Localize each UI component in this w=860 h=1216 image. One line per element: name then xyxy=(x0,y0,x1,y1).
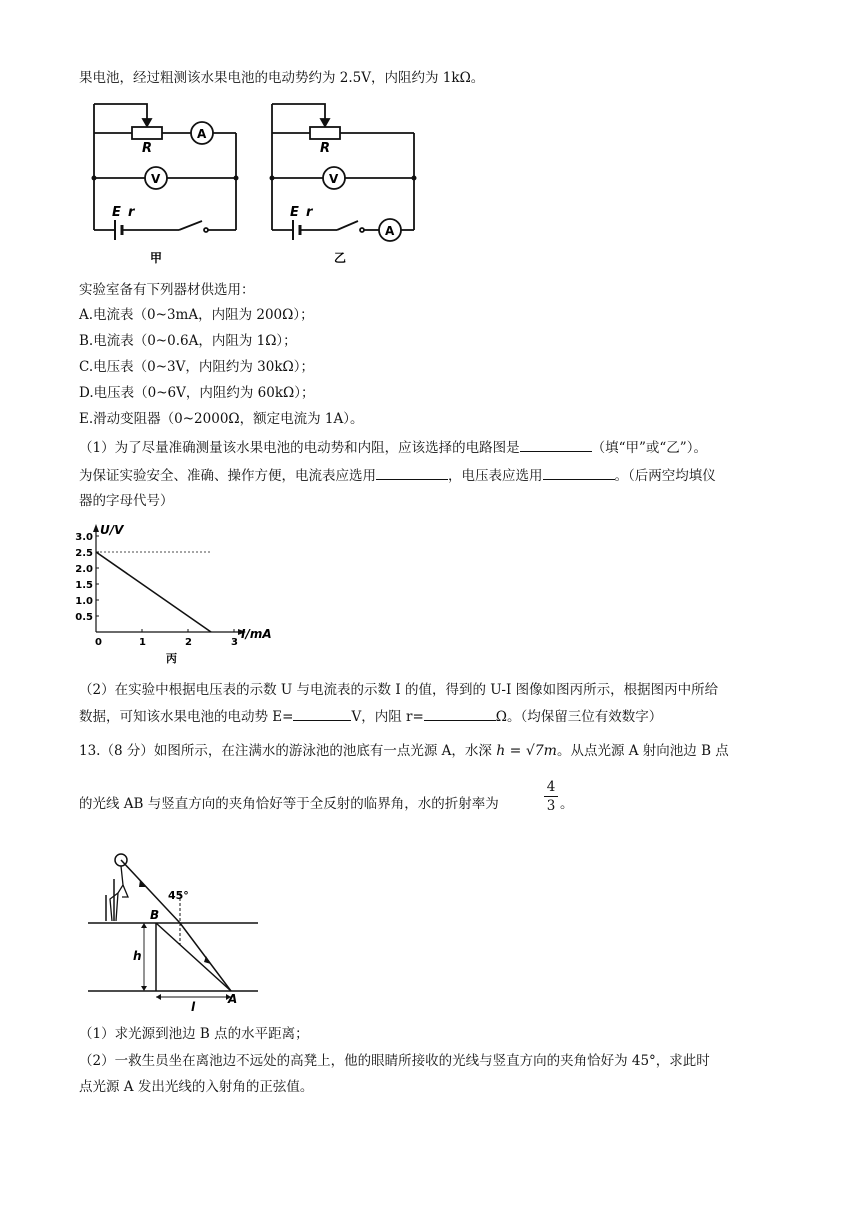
circuit-jia-r-small-label: r xyxy=(128,205,135,220)
graph-y-tick-label: 3.0 xyxy=(75,532,93,543)
graph-caption: 丙 xyxy=(166,652,177,665)
q2-blank-resistance[interactable] xyxy=(424,706,496,721)
p13-question-2-line-2: 点光源 A 发出光线的入射角的正弦值。 xyxy=(79,1079,314,1095)
p13-line-2-end: 。 xyxy=(560,796,574,812)
q2-blank-emf[interactable] xyxy=(293,706,351,721)
pool-diagram xyxy=(88,845,268,1015)
q1-text-2a: 为保证实验安全、准确、操作方便，电流表应选用 xyxy=(79,468,376,484)
circuit-jia-voltmeter-label: V xyxy=(151,172,161,186)
graph-data-line xyxy=(96,552,211,632)
fraction-numerator: 4 xyxy=(544,778,558,797)
ui-graph xyxy=(74,520,294,668)
circuit-jia-r-label: R xyxy=(142,141,153,156)
circuit-yi-r-small-label: r xyxy=(306,205,313,220)
equipment-item-b: B.电流表（0~0.6A，内阻为 1Ω）； xyxy=(79,333,297,349)
graph-y-tick-label: 2.0 xyxy=(75,564,93,575)
equipment-item-e: E.滑动变阻器（0~2000Ω，额定电流为 1A）。 xyxy=(79,411,364,427)
circuit-yi-r-label: R xyxy=(320,141,331,156)
q1-line-2 xyxy=(79,465,716,486)
pool-distance-label: l xyxy=(191,1000,196,1014)
pool-point-b-label: B xyxy=(150,908,160,922)
graph-y-tick-label: 1.0 xyxy=(75,596,93,607)
q1-line-3: 器的字母代号） xyxy=(79,493,174,509)
graph-x-tick-label: 1 xyxy=(139,637,146,648)
graph-y-tick-label: 0.5 xyxy=(75,612,93,623)
q2-line-2 xyxy=(79,706,662,727)
equipment-item-a: A.电流表（0~3mA，内阻为 200Ω）； xyxy=(79,307,314,323)
graph-y-label: U/V xyxy=(100,523,124,537)
p13-question-1: （1）求光源到池边 B 点的水平距离； xyxy=(79,1026,309,1042)
equipment-intro: 实验室备有下列器材供选用： xyxy=(79,282,255,298)
q1-text-1a: （1）为了尽量准确测量该水果电池的电动势和内阻，应该选择的电路图是 xyxy=(79,440,520,456)
equipment-item-d: D.电压表（0~6V，内阻约为 60kΩ）； xyxy=(79,385,315,401)
p13-text-2: 的光线 AB 与竖直方向的夹角恰好等于全反射的临界角，水的折射率为 xyxy=(79,796,499,812)
equipment-item-c: C.电压表（0~3V，内阻约为 30kΩ）； xyxy=(79,359,314,375)
circuit-jia xyxy=(84,100,244,266)
p13-line-2 xyxy=(79,794,499,814)
p13-text-1b: 。从点光源 A 射向池边 B 点 xyxy=(556,743,729,759)
p13-question-2-line-1: （2）一救生员坐在离池边不远处的高凳上，他的眼睛所接收的光线与竖直方向的夹角恰好为 45°，求此时 xyxy=(79,1053,710,1069)
q2-text-2c: Ω。（均保留三位有效数字） xyxy=(495,709,663,725)
graph-y-tick-label: 1.5 xyxy=(75,580,93,591)
q2-line-1: （2）在实验中根据电压表的示数 U 与电流表的示数 I 的值，得到的 U-I 图像如图丙所示，根据图丙中所给 xyxy=(79,682,719,698)
q1-text-2c: 。（后两空均填仪 xyxy=(614,468,716,484)
circuit-yi-voltmeter-label: V xyxy=(329,172,339,186)
q1-blank-voltmeter[interactable] xyxy=(543,465,615,480)
pool-depth-label: h xyxy=(133,949,142,963)
circuit-yi xyxy=(262,100,422,266)
pool-point-a-label: A xyxy=(228,992,238,1006)
graph-x-label: I/mA xyxy=(241,627,272,641)
p13-text-1a: 13.（8 分）如图所示，在注满水的游泳池的池底有一点光源 A，水深 xyxy=(79,743,497,759)
circuit-yi-caption: 乙 xyxy=(334,251,347,265)
q1-line-1 xyxy=(79,437,707,458)
q2-text-2a: 数据，可知该水果电池的电动势 E= xyxy=(79,709,294,725)
p13-line-1 xyxy=(79,741,729,761)
pool-angle-label: 45° xyxy=(168,889,189,902)
circuit-yi-e-label: E xyxy=(290,205,299,220)
q1-blank-ammeter[interactable] xyxy=(376,465,448,480)
circuit-jia-caption: 甲 xyxy=(150,251,163,265)
circuit-jia-e-label: E xyxy=(112,205,121,220)
intro-text: 果电池，经过粗测该水果电池的电动势约为 2.5V，内阻约为 1kΩ。 xyxy=(79,70,485,86)
q1-blank-circuit[interactable] xyxy=(520,437,592,452)
graph-x-tick-label: 2 xyxy=(185,637,192,648)
circuit-yi-ammeter-label: A xyxy=(385,224,395,238)
q1-text-1b: （填“甲”或“乙”）。 xyxy=(591,440,707,456)
q1-text-2b: ，电压表应选用 xyxy=(448,468,543,484)
fraction-denominator: 3 xyxy=(546,798,556,814)
circuit-jia-ammeter-label: A xyxy=(197,127,207,141)
refractive-index-fraction xyxy=(544,778,558,815)
graph-x-tick-label: 3 xyxy=(231,637,238,648)
q2-text-2b: V，内阻 r= xyxy=(351,709,424,725)
graph-y-tick-label: 2.5 xyxy=(75,548,93,559)
graph-x-tick-label: 0 xyxy=(95,637,102,648)
p13-h-equation: h = √7m xyxy=(496,743,557,759)
